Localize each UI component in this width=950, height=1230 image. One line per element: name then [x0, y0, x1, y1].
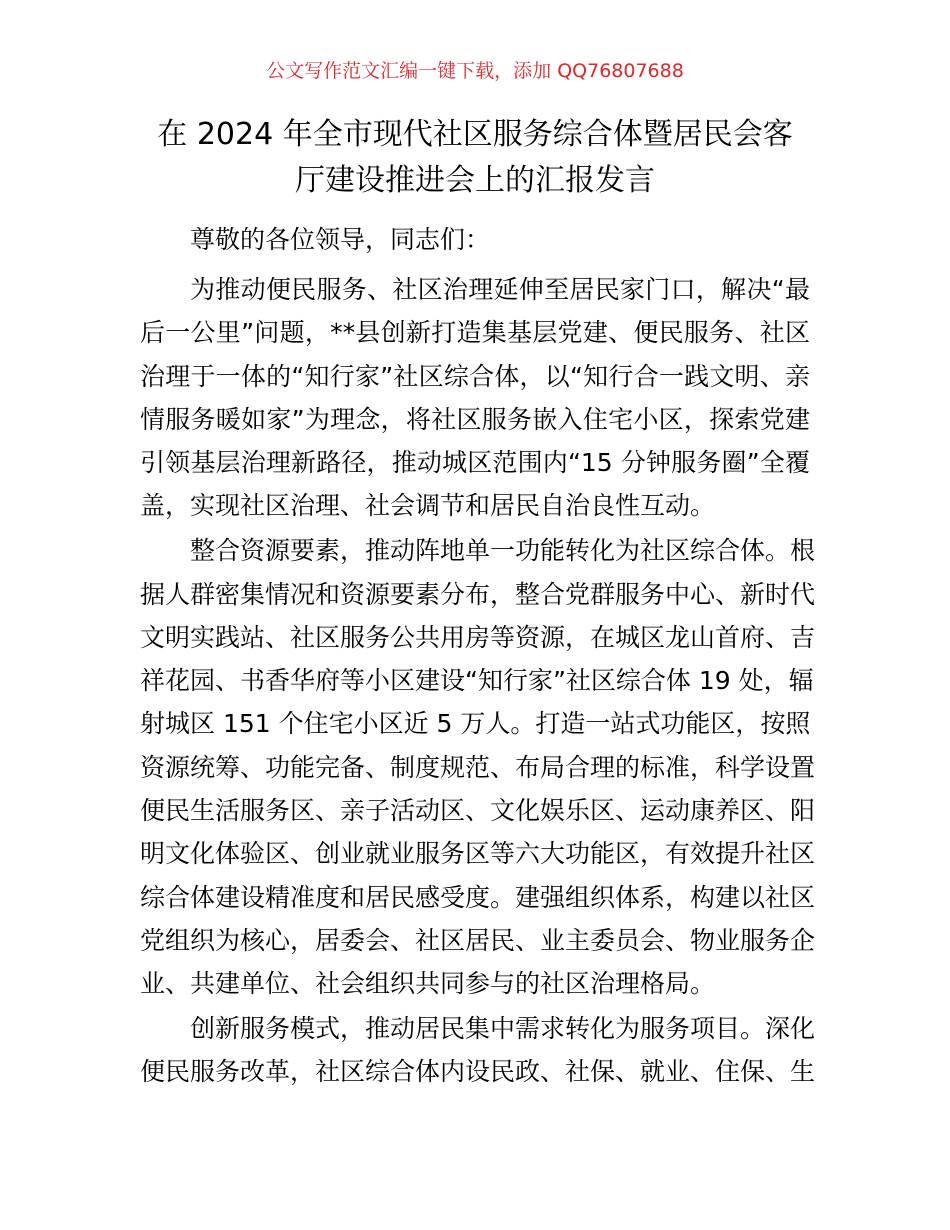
paragraph-line: 便民服务改革，社区综合体内设民政、社保、就业、住保、生 — [140, 1057, 816, 1087]
document-body — [140, 218, 816, 1095]
paragraph-line: 治理于一体的“知行家”社区综合体，以“知行合一践文明、亲 — [140, 361, 810, 391]
paragraph-line: 后一公里”问题，**县创新打造集基层党建、便民服务、社区 — [140, 318, 810, 348]
paragraph-line: 整合资源要素，推动阵地单一功能转化为社区综合体。根 — [190, 536, 816, 566]
paragraph — [140, 268, 810, 528]
paragraph-line: 党组织为核心，居委会、社区居民、业主委员会、物业服务企 — [140, 925, 816, 955]
paragraph-line: 便民生活服务区、亲子活动区、文化娱乐区、运动康养区、阳 — [140, 796, 816, 826]
paragraph-line: 文明实践站、社区服务公共用房等资源，在城区龙山首府、吉 — [140, 622, 816, 652]
paragraph-line: 资源统筹、功能完备、制度规范、布局合理的标准，科学设置 — [140, 752, 816, 782]
title-line-2: 厅建设推进会上的汇报发言 — [295, 163, 655, 198]
paragraph-line: 为推动便民服务、社区治理延伸至居民家门口，解决“最 — [190, 275, 810, 304]
paragraph-line: 盖，实现社区治理、社会调节和居民自治良性互动。 — [140, 491, 716, 521]
paragraph-line: 祥花园、书香华府等小区建设“知行家”社区综合体 19 处，辐 — [140, 666, 814, 696]
paragraph-line: 明文化体验区、创业就业服务区等六大功能区，有效提升社区 — [140, 839, 816, 869]
paragraph-line: 综合体建设精准度和居民感受度。建强组织体系，构建以社区 — [140, 882, 816, 912]
paragraph-line: 创新服务模式，推动居民集中需求转化为服务项目。深化 — [190, 1014, 816, 1044]
paragraph-line: 业、共建单位、社会组织共同参与的社区治理格局。 — [140, 969, 716, 999]
paragraph — [140, 1007, 816, 1094]
title-line-1: 在 2024 年全市现代社区服务综合体暨居民会客 — [157, 117, 793, 152]
paragraphs — [140, 268, 816, 1094]
paragraph-line: 射城区 151 个住宅小区近 5 万人。打造一站式功能区，按照 — [140, 709, 811, 739]
paragraph-line: 据人群密集情况和资源要素分布，整合党群服务中心、新时代 — [140, 579, 816, 609]
paragraph-line: 情服务暖如家”为理念，将社区服务嵌入住宅小区，探索党建 — [140, 404, 810, 434]
salutation: 尊敬的各位领导，同志们： — [190, 225, 491, 254]
paragraph — [140, 529, 816, 1005]
document-title — [130, 112, 820, 204]
download-banner: 公文写作范文汇编一键下载，添加 QQ76807688 — [266, 60, 684, 82]
paragraph-line: 引领基层治理新路径，推动城区范围内“15 分钟服务圈”全覆 — [140, 448, 810, 478]
